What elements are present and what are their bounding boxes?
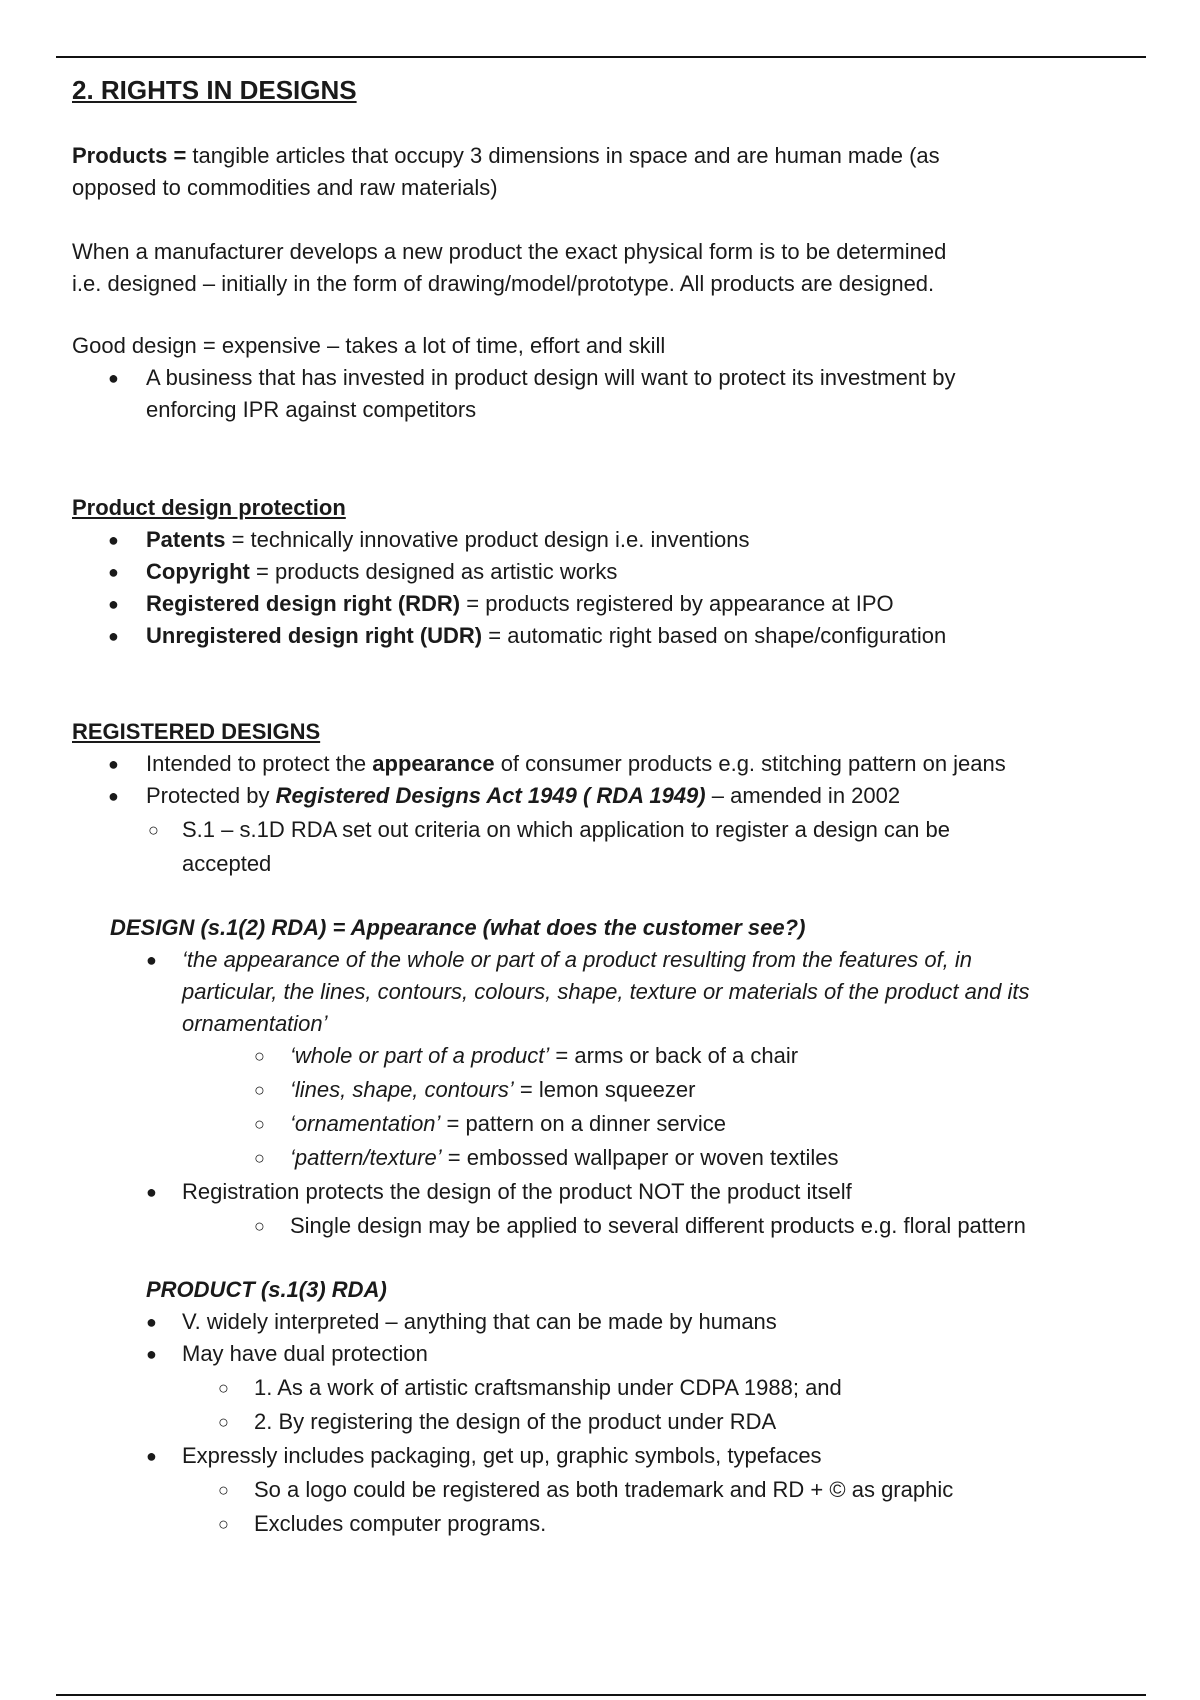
registered-bullet-1: Intended to protect the appearance of consumer products e.g. stitching pattern on jeans bbox=[146, 751, 1006, 776]
page-title: 2. RIGHTS IN DESIGNS bbox=[72, 75, 357, 105]
circle-bullet-icon: ○ bbox=[254, 1114, 265, 1134]
products-definition-line2: opposed to commodities and raw materials) bbox=[72, 175, 498, 200]
design-example: ‘lines, shape, contours’ = lemon squeezer bbox=[290, 1077, 696, 1102]
product-sub-4: Excludes computer programs. bbox=[254, 1511, 547, 1536]
design-heading: DESIGN (s.1(2) RDA) = Appearance (what does the customer see?) bbox=[110, 915, 806, 940]
top-rule bbox=[56, 56, 1146, 58]
circle-bullet-icon: ○ bbox=[218, 1378, 229, 1398]
product-heading: PRODUCT (s.1(3) RDA) bbox=[146, 1277, 387, 1302]
product-sub-2: 2. By registering the design of the product under RDA bbox=[254, 1409, 777, 1434]
bullet-icon: ● bbox=[108, 626, 119, 646]
design-single: Single design may be applied to several different products e.g. floral pattern bbox=[290, 1213, 1026, 1238]
design-quote-line1: ‘the appearance of the whole or part of a product resulting from the features of, in bbox=[182, 947, 973, 972]
design-example: ‘whole or part of a product’ = arms or back of a chair bbox=[290, 1043, 799, 1068]
products-term: Products = bbox=[72, 143, 187, 168]
circle-bullet-icon: ○ bbox=[254, 1148, 265, 1168]
circle-bullet-icon: ○ bbox=[218, 1514, 229, 1534]
design-registration: Registration protects the design of the product NOT the product itself bbox=[182, 1179, 852, 1204]
bullet-icon: ● bbox=[146, 1312, 157, 1332]
bullet-icon: ● bbox=[108, 368, 119, 388]
bullet-icon: ● bbox=[108, 754, 119, 774]
design-quote-line3: ornamentation’ bbox=[182, 1011, 328, 1036]
bullet-icon: ● bbox=[146, 1446, 157, 1466]
circle-bullet-icon: ○ bbox=[254, 1216, 265, 1236]
circle-bullet-icon: ○ bbox=[218, 1412, 229, 1432]
products-definition-line1: Products = tangible articles that occupy 3 dimensions in space and are human made (as bbox=[72, 143, 940, 168]
bullet-icon: ● bbox=[146, 950, 157, 970]
design-example: ‘pattern/texture’ = embossed wallpaper or woven textiles bbox=[290, 1145, 839, 1170]
good-design-line: Good design = expensive – takes a lot of time, effort and skill bbox=[72, 333, 666, 358]
bullet-icon: ● bbox=[146, 1344, 157, 1364]
protection-item: Copyright = products designed as artistic works bbox=[146, 559, 618, 584]
registered-sub-line2: accepted bbox=[182, 851, 272, 876]
protection-item: Patents = technically innovative product design i.e. inventions bbox=[146, 527, 750, 552]
protection-item: Unregistered design right (UDR) = automatic right based on shape/configuration bbox=[146, 623, 947, 648]
product-sub-1: 1. As a work of artistic craftsmanship under CDPA 1988; and bbox=[254, 1375, 842, 1400]
registered-sub-line1: S.1 – s.1D RDA set out criteria on which application to register a design can be bbox=[182, 817, 950, 842]
bullet-icon: ● bbox=[108, 562, 119, 582]
registered-designs-heading: REGISTERED DESIGNS bbox=[72, 719, 321, 744]
bullet-icon: ● bbox=[108, 594, 119, 614]
protection-item: Registered design right (RDR) = products registered by appearance at IPO bbox=[146, 591, 894, 616]
circle-bullet-icon: ○ bbox=[218, 1480, 229, 1500]
bullet-icon: ● bbox=[108, 786, 119, 806]
good-design-bullet-line1: A business that has invested in product design will want to protect its investment by bbox=[146, 365, 956, 390]
bottom-rule bbox=[56, 1694, 1146, 1696]
product-sub-3: So a logo could be registered as both trademark and RD + © as graphic bbox=[254, 1477, 954, 1502]
good-design-bullet-line2: enforcing IPR against competitors bbox=[146, 397, 477, 422]
product-bullet-3: Expressly includes packaging, get up, graphic symbols, typefaces bbox=[182, 1443, 822, 1468]
manufacturer-line2: i.e. designed – initially in the form of drawing/model/prototype. All products are designed. bbox=[72, 271, 935, 296]
product-bullet-2: May have dual protection bbox=[182, 1341, 428, 1366]
design-example: ‘ornamentation’ = pattern on a dinner service bbox=[290, 1111, 726, 1136]
bullet-icon: ● bbox=[108, 530, 119, 550]
circle-bullet-icon: ○ bbox=[254, 1080, 265, 1100]
design-quote-line2: particular, the lines, contours, colours, shape, texture or materials of the product and its bbox=[182, 979, 1030, 1004]
circle-bullet-icon: ○ bbox=[148, 820, 159, 840]
protection-heading: Product design protection bbox=[72, 495, 346, 520]
bullet-icon: ● bbox=[146, 1182, 157, 1202]
circle-bullet-icon: ○ bbox=[254, 1046, 265, 1066]
manufacturer-line1: When a manufacturer develops a new product the exact physical form is to be determined bbox=[72, 239, 947, 264]
product-bullet-1: V. widely interpreted – anything that can be made by humans bbox=[182, 1309, 777, 1334]
registered-bullet-2: Protected by Registered Designs Act 1949 ( RDA 1949) – amended in 2002 bbox=[146, 783, 901, 808]
